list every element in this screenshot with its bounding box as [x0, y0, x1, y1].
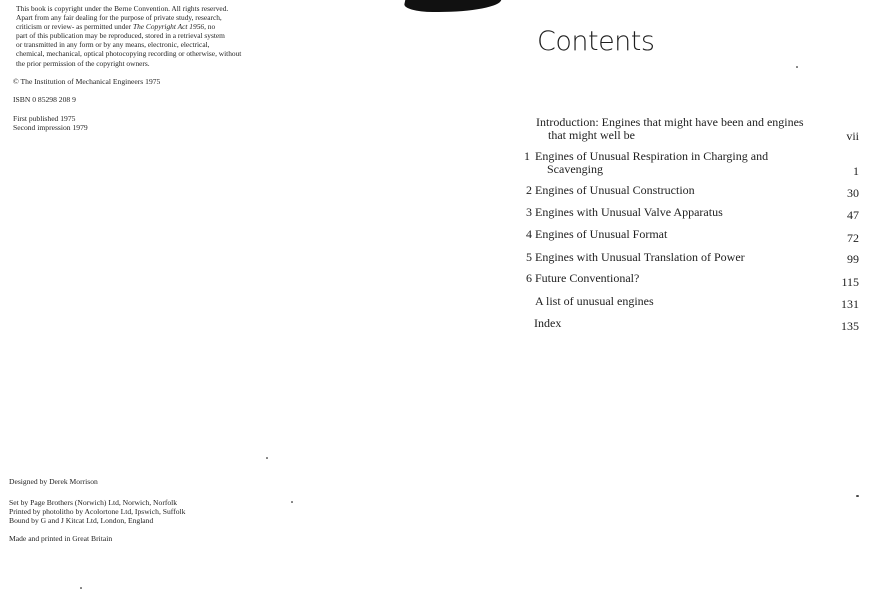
- entry-label: Engines with Unusual Translation of Power: [535, 250, 745, 264]
- entry-label: Future Conventional?: [535, 271, 640, 285]
- entry-label: [535, 150, 768, 176]
- entry-page-number: 1: [853, 164, 859, 178]
- second-impression: Second impression 1979: [13, 123, 88, 133]
- entry-label: Engines of Unusual Format: [535, 227, 668, 241]
- entry-number: 1: [524, 149, 530, 163]
- copyright-line-text: criticism or review- as permitted under: [16, 22, 133, 32]
- entry-page-number: 115: [841, 275, 859, 289]
- entry-page-number: 99: [847, 252, 859, 266]
- entry-label-line: that might well be: [548, 128, 635, 142]
- copyright-line: chemical, mechanical, optical photocopying recording or otherwise, without: [16, 49, 242, 59]
- designer-credit: Designed by Derek Morrison: [9, 477, 98, 486]
- imprint-page: [0, 0, 430, 608]
- entry-page-number: 47: [847, 208, 859, 222]
- scan-speck: [266, 457, 268, 459]
- publication-history: [13, 114, 88, 132]
- entry-page-number: 30: [847, 186, 859, 200]
- scan-speck: [80, 587, 82, 589]
- entry-number: 5: [526, 250, 532, 264]
- entry-label: A list of unusual engines: [535, 294, 654, 308]
- entry-number: 2: [526, 183, 532, 197]
- scan-speck: [856, 495, 859, 497]
- entry-label: Engines with Unusual Valve Apparatus: [535, 205, 723, 219]
- entry-label: Index: [534, 316, 562, 330]
- isbn: ISBN 0 85298 208 9: [13, 95, 76, 104]
- copyright-act-title: The Copyright Act 1956,: [132, 22, 206, 32]
- entry-number: 3: [526, 205, 532, 219]
- scan-speck: [796, 66, 798, 68]
- entry-label: [536, 116, 804, 142]
- contents-title: Contents: [537, 26, 655, 57]
- entry-label-line: Engines of Unusual Respiration in Charging and: [535, 149, 769, 163]
- copyright-line: the prior permission of the copyright owners.: [16, 58, 150, 68]
- copyright-line: Apart from any fair dealing for the purpose of private study, research,: [16, 13, 222, 23]
- entry-label: Engines of Unusual Construction: [535, 183, 695, 197]
- copyright-line: This book is copyright under the Berne Convention. All rights reserved.: [16, 4, 229, 13]
- copyright-line: part of this publication may be reproduced, stored in a retrieval system: [16, 31, 225, 41]
- copyright-holder: © The Institution of Mechanical Engineers 1975: [13, 77, 161, 86]
- entry-label-line: Scavenging: [547, 162, 603, 176]
- contents-page: [430, 0, 874, 608]
- first-published: First published 1975: [13, 114, 76, 123]
- copyright-act-suffix: no: [205, 22, 216, 32]
- printer-credit: Printed by photolitho by Acolortone Ltd, Ipswich, Suffolk: [9, 507, 186, 517]
- entry-page-number: vii: [846, 129, 859, 143]
- entry-number: 4: [526, 227, 532, 241]
- typesetter-credit: Set by Page Brothers (Norwich) Ltd, Norwich, Norfolk: [9, 498, 178, 507]
- copyright-line: or transmitted in any form or by any means, electronic, electrical,: [16, 40, 210, 50]
- binder-credit: Bound by G and J Kitcat Ltd, London, England: [9, 516, 154, 526]
- production-credits: [9, 498, 185, 526]
- copyright-line: [16, 22, 316, 31]
- entry-page-number: 135: [841, 319, 859, 333]
- entry-page-number: 131: [841, 297, 859, 311]
- entry-number: 6: [526, 271, 532, 285]
- scan-speck: [291, 501, 293, 503]
- country-credit: Made and printed in Great Britain: [9, 534, 113, 543]
- copyright-notice: [16, 4, 316, 68]
- entry-label-line: Introduction: Engines that might have been and engines: [536, 115, 804, 129]
- entry-page-number: 72: [847, 231, 859, 245]
